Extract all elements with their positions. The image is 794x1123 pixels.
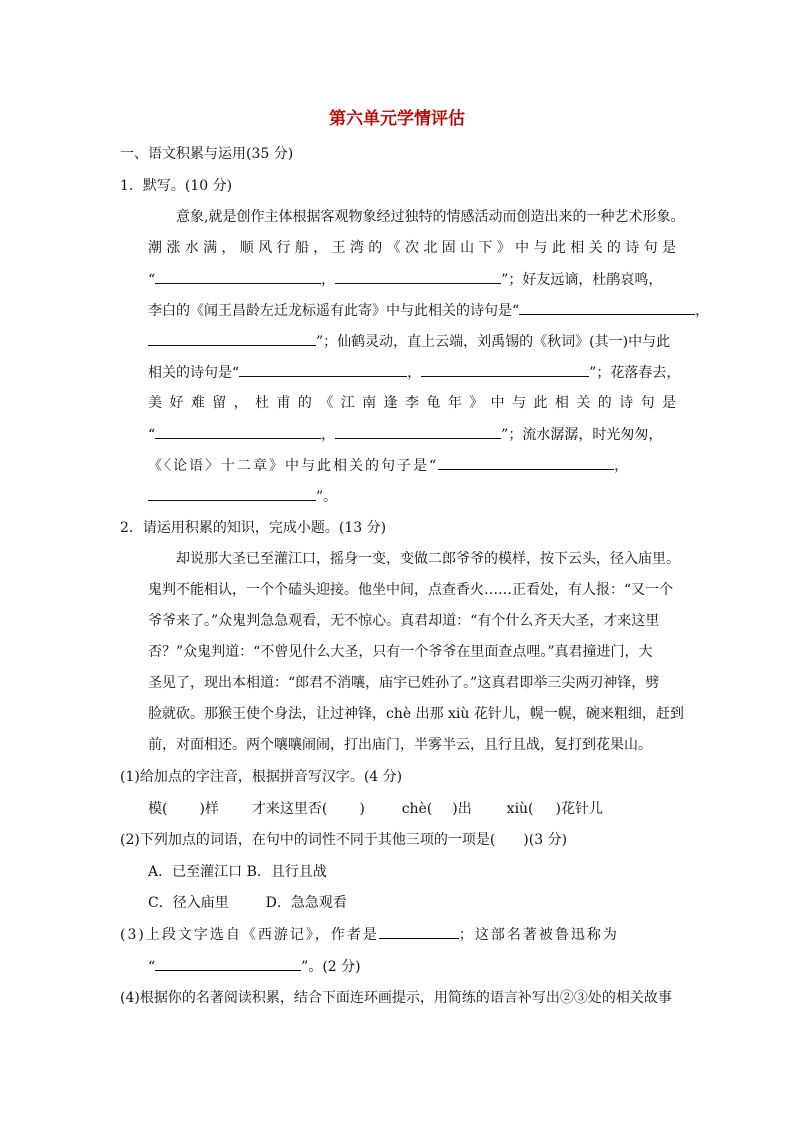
option-c[interactable]: C．径入庙里 [148,895,229,911]
answer-blank[interactable] [239,362,407,377]
answer-blank[interactable] [335,269,501,284]
item-text: )花针儿 [555,801,603,817]
passage-line-3: 爷爷来了。”众鬼判急急观看，无不惊心。真君却道：“有个什么齐天大圣，才来这里 [148,613,660,629]
sub-question-1-items [148,799,603,819]
q1-line-9 [148,455,628,475]
passage-line-6: 脸就砍。那猴王使个身法，让过神锋，chè 出那 xiù 花针儿，幌一幌，碗来粗细，赶到 [148,706,684,722]
item-text: chè( [401,801,433,817]
comma: ， [695,303,710,319]
item-text: 才来这里否( [251,801,328,817]
question-1-heading: 1．默写。(10 分) [120,178,233,194]
q1-line-2: 潮涨水满，顺风行船，王湾的《次北固山下》中与此相关的诗句是 [148,240,676,256]
passage-line-5: 圣见了，现出本相道：“郎君不消嚷，庙宇已姓孙了。”这真君即举三尖两刃神锋，劈 [148,675,660,691]
q1-line-6 [148,362,680,382]
q1-line-8-tail: ”；流水潺潺，时光匆匆， [501,427,663,443]
answer-blank[interactable] [421,362,589,377]
item-text: )样 [199,801,219,817]
q1-line-3 [148,269,662,289]
answer-blank[interactable] [519,300,695,315]
q1-line-3-tail: ”；好友远谪，杜鹃哀鸣， [501,272,663,288]
sub-question-4: (4)根据你的名著阅读积累，结合下面连环画提示，用简练的语言补写出②③处的相关故事 [120,990,672,1006]
passage-line-1: 却说那大圣已至灌江口，摇身一变，变做二郎爷爷的模样，按下云头，径入庙里。 [176,551,680,567]
comma: ， [407,365,422,381]
sub-question-2: (2)下列加点的词语，在句中的词性不同于其他三项的一项是( )(3 分) [120,832,568,848]
q1-line-6-text: 相关的诗句是“ [148,365,240,381]
answer-blank[interactable] [148,486,316,501]
q1-line-8 [148,424,662,444]
answer-blank[interactable] [379,924,459,939]
q1-line-10 [148,486,337,506]
option-b[interactable]: B．且行且战 [246,864,327,880]
open-quote: “ [148,959,156,975]
sub-question-3-text-2: ；这部名著被鲁迅称为 [458,927,619,943]
item-text: xiù( [506,801,534,817]
answer-blank[interactable] [155,269,321,284]
q1-line-9-text: 《〈论语〉十二章》中与此相关的句子是“ [148,458,439,474]
comma: ， [321,272,336,288]
option-a[interactable]: A．已至灌江口 [148,864,243,880]
answer-blank[interactable] [155,424,321,439]
passage-line-4: 否？”众鬼判道：“不曾见什么大圣，只有一个爷爷在里面查点哩。”真君撞进门，大 [148,644,653,660]
q1-line-1: 意象,就是创作主体根据客观物象经过独特的情感活动而创造出来的一种艺术形象。 [176,209,685,225]
question-2-heading: 2．请运用积累的知识，完成小题。(13 分) [120,520,387,536]
comma: ， [321,427,336,443]
open-quote: “ [148,427,156,443]
sub-question-3 [120,924,619,944]
q1-line-4-text: 李白的《闻王昌龄左迁龙标遥有此寄》中与此相关的诗句是“ [148,303,520,319]
sub-question-3-line-2 [148,956,361,976]
answer-blank[interactable] [335,424,501,439]
sub-question-3-tail: ”。(2 分) [301,959,361,975]
page-title: 第六单元学情评估 [329,109,465,129]
comma: ， [614,458,629,474]
item-text: 模( [148,801,168,817]
option-d[interactable]: D．急急观看 [265,895,347,911]
sub-question-1: (1)给加点的字注音，根据拼音写汉字。(4 分) [120,769,403,785]
q1-line-7: 美好难留，杜甫的《江南逢李龟年》中与此相关的诗句是 [148,395,676,411]
answer-blank[interactable] [155,956,301,971]
item-text: ) [359,801,365,817]
answer-blank[interactable] [148,331,316,346]
q1-line-5-text: ”；仙鹤灵动，直上云端，刘禹锡的《秋词》(其一)中与此 [316,334,671,350]
q1-line-5 [148,331,670,351]
option-row-1 [148,862,327,882]
item-text: )出 [452,801,472,817]
q1-line-4 [148,300,709,320]
q1-line-6-tail: ”；花落春去， [589,365,681,381]
open-quote: “ [148,272,156,288]
section-heading: 一、语文积累与运用(35 分) [120,146,294,162]
answer-blank[interactable] [438,455,614,470]
option-row-2 [148,893,347,913]
close-quote: ”。 [316,489,338,505]
passage-line-7: 前，对面相还。两个嚷嚷闹闹，打出庙门，半雾半云，且行且战，复打到花果山。 [148,737,652,753]
sub-question-3-text: (3)上段文字选自《西游记》，作者是 [120,927,379,943]
passage-line-2: 鬼判不能相认，一个个磕头迎接。他坐中间，点查香火……正看处，有人报：“又一个 [148,582,674,598]
